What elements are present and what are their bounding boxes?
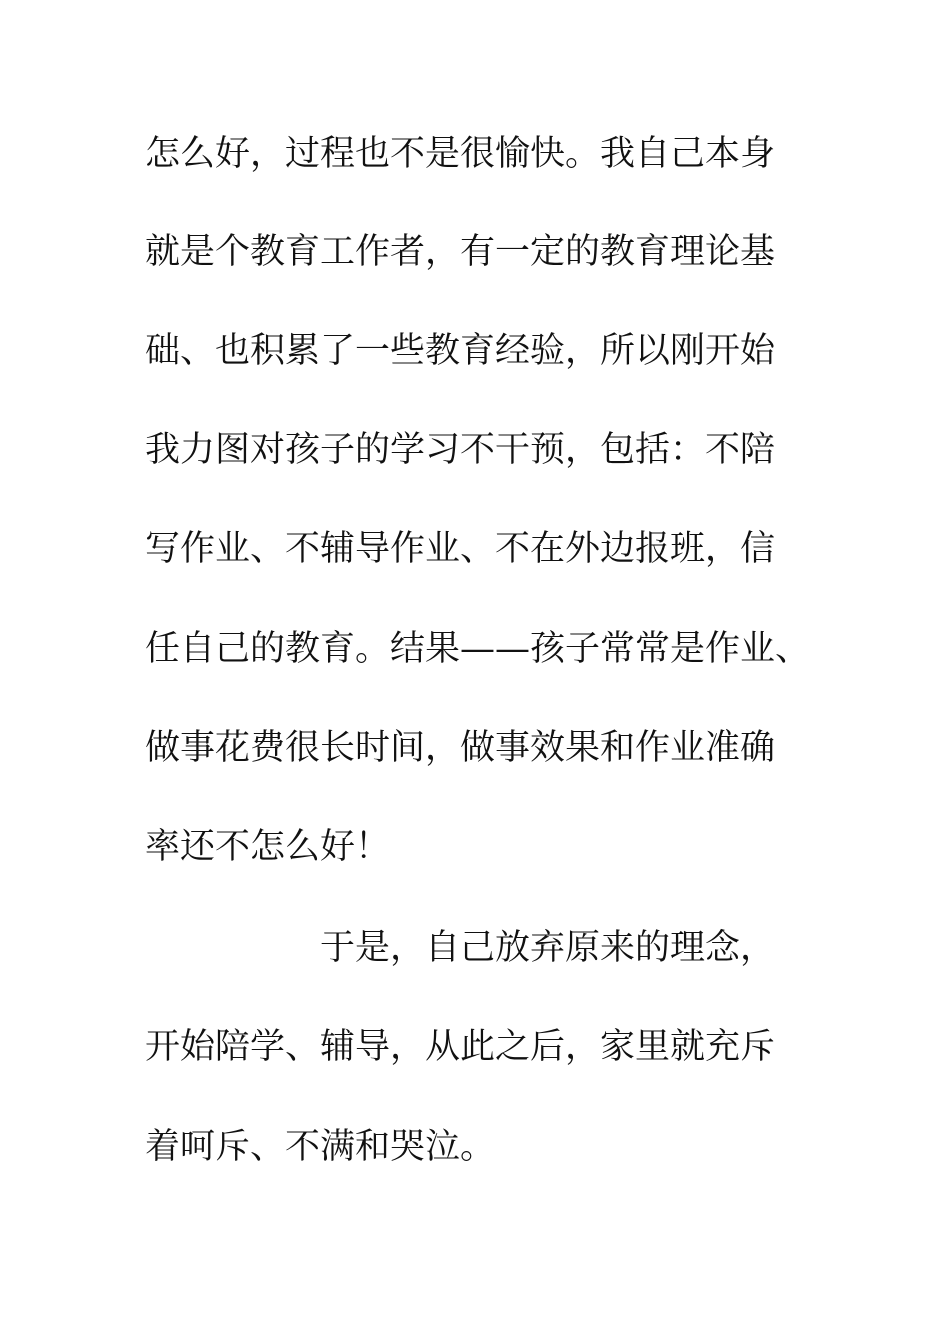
- text-line-5: 写作业、不辅导作业、不在外边报班，信: [145, 529, 776, 569]
- text-line-8: 率还不怎么好！: [145, 827, 391, 867]
- text-line-7: 做事花费很长时间，做事效果和作业准确: [145, 728, 776, 768]
- text-line-4: 我力图对孩子的学习不干预，包括：不陪: [145, 430, 776, 470]
- text-line-11: 着呵斥、不满和哭泣。: [145, 1127, 496, 1167]
- text-line-10: 开始陪学、辅导，从此之后，家里就充斥: [145, 1027, 776, 1067]
- text-line-6: 任自己的教育。结果——孩子常常是作业、: [145, 629, 811, 669]
- paragraph-indented-line: 于是，自己放弃原来的理念，: [320, 928, 776, 968]
- text-line-3: 础、也积累了一些教育经验，所以刚开始: [145, 331, 776, 371]
- text-line-2: 就是个教育工作者，有一定的教育理论基: [145, 232, 776, 272]
- text-line-1: 怎么好，过程也不是很愉快。我自己本身: [145, 134, 776, 174]
